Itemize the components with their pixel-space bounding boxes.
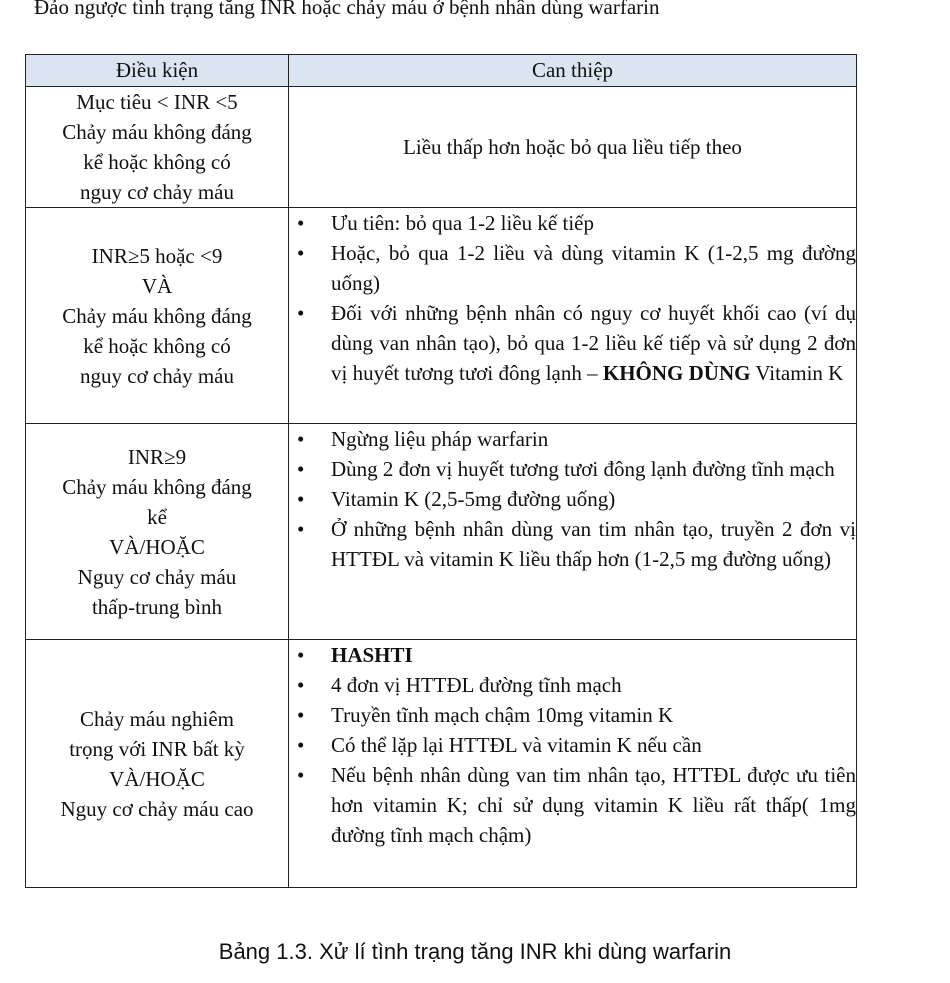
- condition-line: kể hoặc không có: [83, 150, 231, 174]
- intervention-item: [289, 640, 856, 670]
- condition-line: Nguy cơ chảy máu cao: [60, 796, 254, 821]
- condition-line: kể: [147, 504, 167, 529]
- intervention-text-after: Vitamin K: [750, 361, 844, 385]
- condition-line: INR≥5 hoặc <9: [91, 243, 223, 268]
- condition-line: Nguy cơ chảy máu: [77, 564, 237, 589]
- table-caption: Bảng 1.3. Xử lí tình trạng tăng INR khi dùng warfarin: [218, 939, 732, 964]
- intervention-list: [289, 208, 856, 388]
- intervention-text: Truyền tĩnh mạch chậm 10mg vitamin K: [331, 703, 674, 727]
- table-header-row: [26, 55, 857, 87]
- condition-cell: [26, 424, 289, 640]
- bullet-icon: •: [297, 427, 305, 451]
- condition-line: VÀ: [141, 273, 173, 298]
- condition-line: VÀ/HOẶC: [109, 534, 205, 559]
- table-row: [26, 87, 857, 208]
- condition-line: VÀ/HOẶC: [109, 766, 205, 791]
- condition-cell: [26, 640, 289, 888]
- intervention-text: Dùng 2 đơn vị huyết tương tươi đông lạnh đường tĩnh mạch: [331, 457, 835, 481]
- inr-reversal-table: [25, 54, 857, 888]
- intervention-text: Hoặc, bỏ qua 1-2 liều và dùng vitamin K (1-2,5 mg đường uống): [331, 241, 856, 295]
- intervention-cell: [289, 640, 857, 888]
- bullet-icon: •: [297, 517, 305, 541]
- intervention-text: Vitamin K (2,5-5mg đường uống): [331, 487, 616, 511]
- bullet-icon: •: [297, 211, 305, 235]
- intervention-text: Nếu bệnh nhân dùng van tim nhân tạo, HTTĐL được ưu tiên hơn vitamin K; chỉ sử dụng vitamin K liều rất thấp( 1mg đường tĩnh mạch chậm): [331, 763, 856, 847]
- condition-line: Chảy máu không đáng: [62, 120, 252, 144]
- intervention-item: [289, 730, 856, 760]
- bullet-icon: •: [297, 301, 305, 325]
- intervention-item: [289, 484, 856, 514]
- intervention-item: [289, 208, 856, 238]
- intervention-item: [289, 454, 856, 484]
- intervention-item: [289, 760, 856, 850]
- header-intervention: Can thiệp: [289, 55, 857, 87]
- intervention-item: [289, 424, 856, 454]
- condition-line: Mục tiêu < INR <5: [76, 90, 238, 114]
- intervention-text: Ngừng liệu pháp warfarin: [331, 427, 549, 451]
- intervention-text: Đối với những bệnh nhân có nguy cơ huyết khối cao (ví dụ dùng van nhân tạo), bỏ qua 1-2 liều kế tiếp và sử dụng 2 đơn vị huyết tương tươi đông lạnh –: [331, 301, 856, 385]
- condition-cell: [26, 208, 289, 424]
- intervention-cell: [289, 208, 857, 424]
- intervention-item: [289, 700, 856, 730]
- table-row: [26, 208, 857, 424]
- condition-cell: [26, 87, 289, 208]
- bullet-icon: •: [297, 457, 305, 481]
- condition-line: nguy cơ chảy máu: [80, 363, 234, 388]
- intervention-text: Có thể lặp lại HTTĐL và vitamin K nếu cần: [331, 733, 702, 757]
- condition-line: Chảy máu không đáng: [62, 303, 252, 328]
- intervention-text: 4 đơn vị HTTĐL đường tĩnh mạch: [331, 673, 622, 697]
- condition-line: Chảy máu không đáng: [62, 474, 252, 499]
- condition-line: trọng với INR bất kỳ: [69, 736, 245, 761]
- bullet-icon: •: [297, 487, 305, 511]
- condition-line: nguy cơ chảy máu: [80, 180, 234, 204]
- bullet-icon: •: [297, 673, 305, 697]
- intervention-item: [289, 514, 856, 574]
- intervention-list: [289, 424, 856, 574]
- table-row: [26, 424, 857, 640]
- intervention-text: Ưu tiên: bỏ qua 1-2 liều kế tiếp: [331, 211, 594, 235]
- intervention-emphasis: HASHTI: [331, 643, 413, 667]
- table-row: [26, 640, 857, 888]
- header-condition: Điều kiện: [26, 55, 289, 87]
- intervention-text: Ở những bệnh nhân dùng van tim nhân tạo, truyền 2 đơn vị HTTĐL và vitamin K liều thấp hơn (1-2,5 mg đường uống): [331, 517, 856, 571]
- intervention-list: [289, 640, 856, 850]
- document-heading: Đảo ngược tình trạng tăng INR hoặc chảy máu ở bệnh nhân dùng warfarin: [34, 0, 660, 19]
- intervention-item: [289, 670, 856, 700]
- condition-line: Chảy máu nghiêm: [80, 706, 234, 731]
- bullet-icon: •: [297, 733, 305, 757]
- condition-line: thấp-trung bình: [91, 594, 223, 619]
- bullet-icon: •: [297, 643, 305, 667]
- condition-line: kể hoặc không có: [83, 333, 231, 358]
- bullet-icon: •: [297, 241, 305, 265]
- intervention-cell: Liều thấp hơn hoặc bỏ qua liều tiếp theo: [289, 87, 857, 208]
- bullet-icon: •: [297, 703, 305, 727]
- condition-line: INR≥9: [127, 444, 187, 469]
- intervention-emphasis: KHÔNG DÙNG: [602, 361, 751, 385]
- intervention-item: [289, 238, 856, 298]
- bullet-icon: •: [297, 763, 305, 787]
- table-body: [26, 87, 857, 888]
- intervention-item: [289, 298, 856, 388]
- intervention-cell: [289, 424, 857, 640]
